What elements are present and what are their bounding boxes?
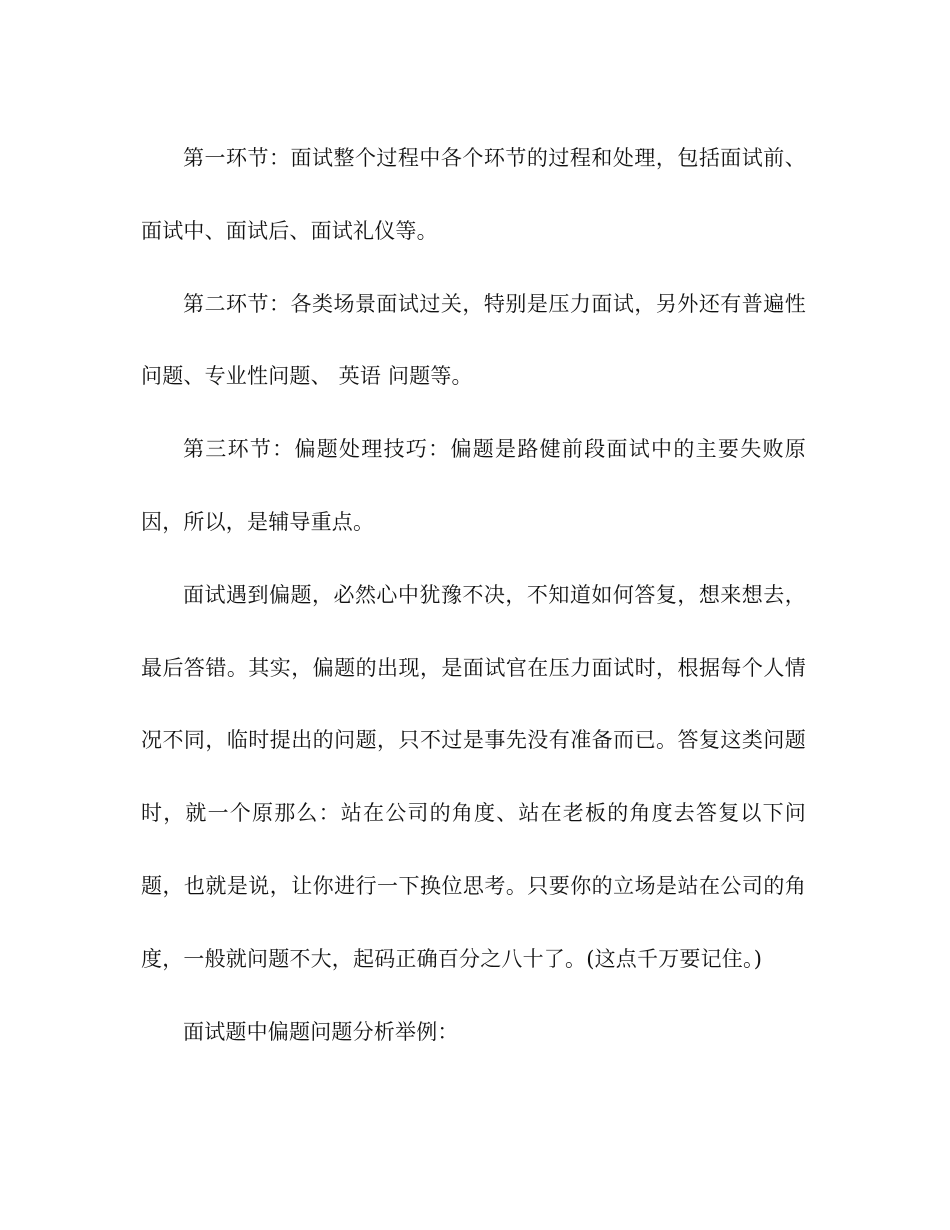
paragraph-stage-two: 第二环节：各类场景面试过关，特别是压力面试，另外还有普遍性问题、专业性问题、 英语 问题等。: [141, 291, 806, 389]
paragraph-stage-one: 第一环节：面试整个过程中各个环节的过程和处理，包括面试前、面试中、面试后、面试礼仪等。: [141, 146, 806, 243]
paragraph-stage-three: 第三环节：偏题处理技巧：偏题是路健前段面试中的主要失败原因，所以，是辅导重点。: [141, 437, 806, 534]
document-body: [141, 122, 806, 1068]
paragraph-off-topic-advice: 面试遇到偏题，必然心中犹豫不决，不知道如何答复，想来想去，最后答错。其实，偏题的出现，是面试官在压力面试时，根据每个人情况不同，临时提出的问题，只不过是事先没有准备而已。答复这类问题时，就一个原那么：站在公司的角度、站在老板的角度去答复以下问题，也就是说，让你进行一下换位思考。只要你的立场是站在公司的角度，一般就问题不大，起码正确百分之八十了。(这点千万要记住。): [141, 582, 806, 971]
paragraph-examples-heading: 面试题中偏题问题分析举例：: [183, 1019, 459, 1044]
